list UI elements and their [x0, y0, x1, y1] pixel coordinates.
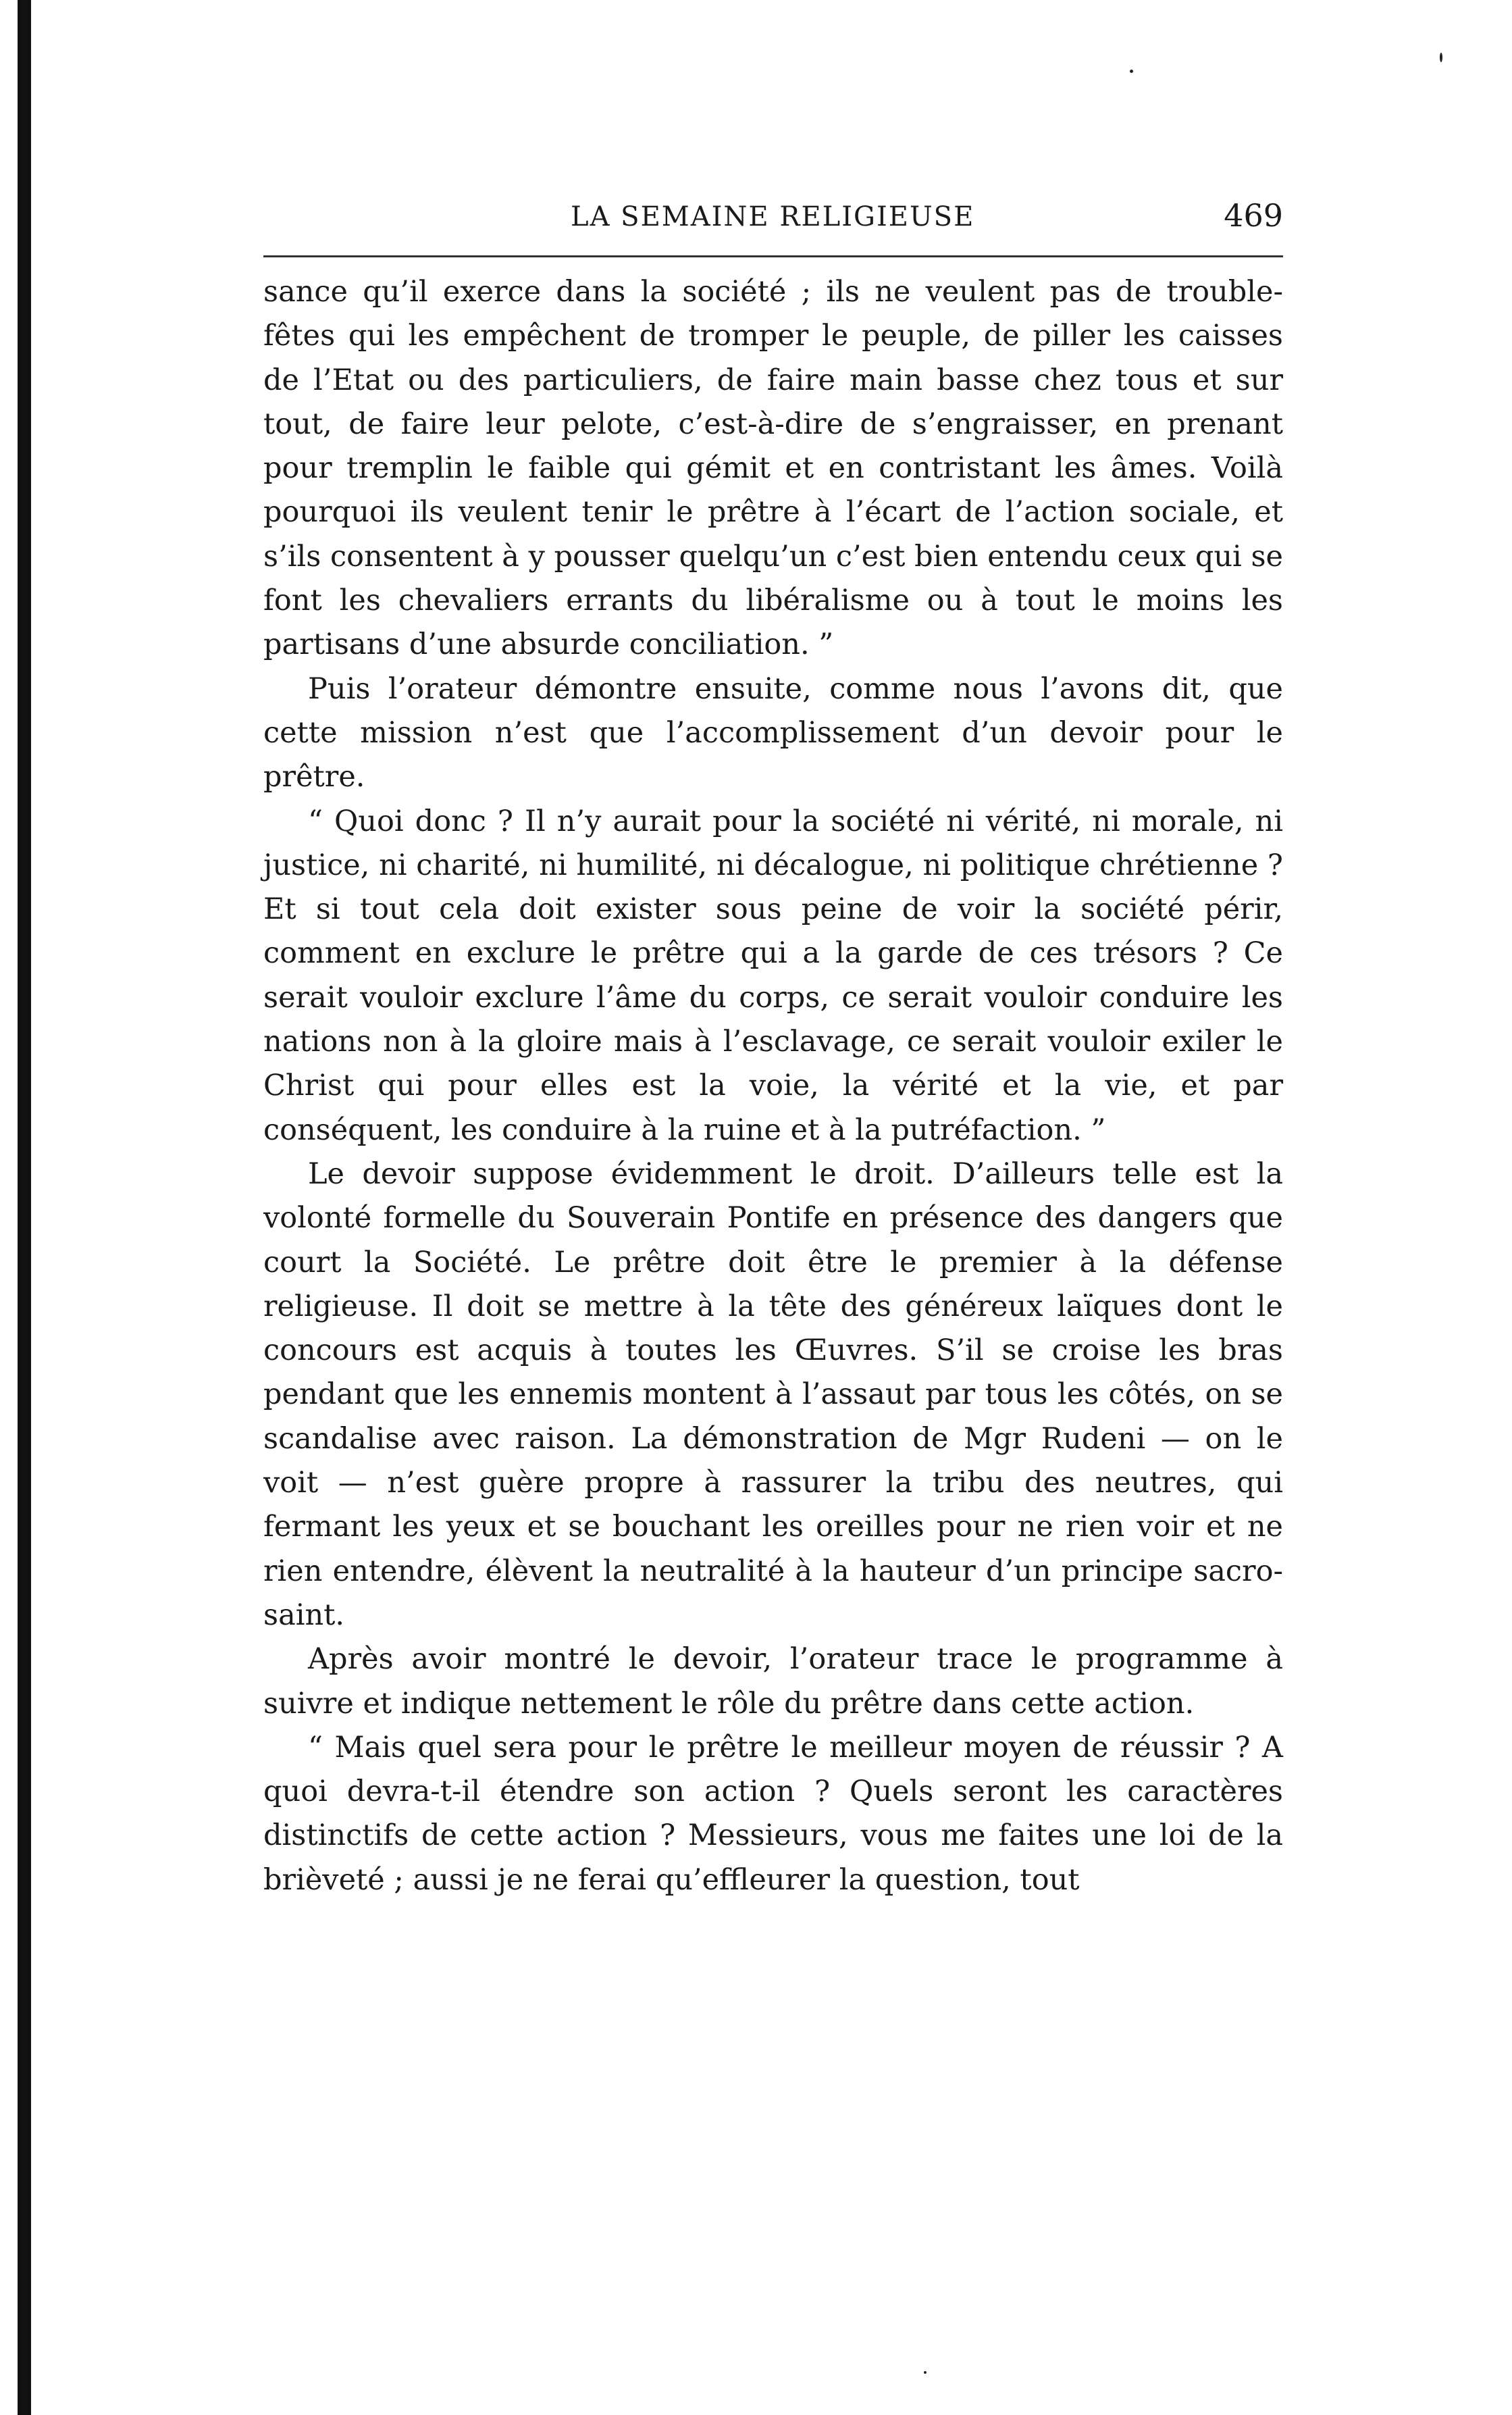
- speck: [924, 2371, 927, 2374]
- paragraph: Puis l’orateur démontre ensuite, comme nous l’avons dit, que cette mission n’est que l’accomplissement d’un devoir pour le prêtre.: [263, 671, 1283, 794]
- speck: [1130, 70, 1133, 73]
- paragraph: “ Mais quel sera pour le prêtre le meilleur moyen de réussir ? A quoi devra-t-il étendre son action ? Quels seront les caractères distinctifs de cette action ? Messieurs, vous me faites une loi de la brièveté ; aussi je ne ferai qu’effleurer la question, tout: [263, 1730, 1283, 1897]
- binding-edge: [18, 0, 31, 2415]
- header-rule: [263, 255, 1283, 257]
- paragraph: sance qu’il exerce dans la société ; ils ne veulent pas de trouble-fêtes qui les empêchent de tromper le peuple, de piller les caisses de l’Etat ou des particuliers, de faire main basse chez tous et sur tout, de faire leur pelote, c’est-à-dire de s’engraisser, en prenant pour tremplin le faible qui gémit et en contristant les âmes. Voilà pourquoi ils veulent tenir le prêtre à l’écart de l’action sociale, et s’ils consentent à y pousser quelqu’un c’est bien entendu ceux qui se font les chevaliers errants du libéralisme ou à tout le moins les partisans d’une absurde conciliation. ”: [263, 275, 1283, 662]
- paragraph: “ Quoi donc ? Il n’y aurait pour la société ni vérité, ni morale, ni justice, ni charité, ni humilité, ni décalogue, ni politique chrétienne ? Et si tout cela doit exister sous peine de voir la société périr, comment en exclure le prêtre qui a la garde de ces trésors ? Ce serait vouloir exclure l’âme du corps, ce serait vouloir conduire les nations non à la gloire mais à l’esclavage, ce serait vouloir exiler le Christ qui pour elles est la voie, la vérité et la vie, et par conséquent, les conduire à la ruine et à la putréfaction. ”: [263, 804, 1283, 1147]
- paragraph: Après avoir montré le devoir, l’orateur trace le programme à suivre et indique nettement le rôle du prêtre dans cette action.: [263, 1642, 1283, 1721]
- running-title: LA SEMAINE RELIGIEUSE: [571, 201, 975, 232]
- page-number: 469: [1224, 197, 1283, 234]
- speck: [1440, 53, 1442, 62]
- body-text: [263, 270, 1283, 1902]
- paragraph: Le devoir suppose évidemment le droit. D’ailleurs telle est la volonté formelle du Souverain Pontife en présence des dangers que court la Société. Le prêtre doit être le premier à la défense religieuse. Il doit se mettre à la tête des généreux laïques dont le concours est acquis à toutes les Œuvres. S’il se croise les bras pendant que les ennemis montent à l’assaut par tous les côtés, on se scandalise avec raison. La démonstration de Mgr Rudeni — on le voit — n’est guère propre à rassurer la tribu des neutres, qui fermant les yeux et se bouchant les oreilles pour ne rien voir et ne rien entendre, élèvent la neutralité à la hauteur d’un principe sacro-saint.: [263, 1156, 1283, 1632]
- running-head: [263, 195, 1357, 249]
